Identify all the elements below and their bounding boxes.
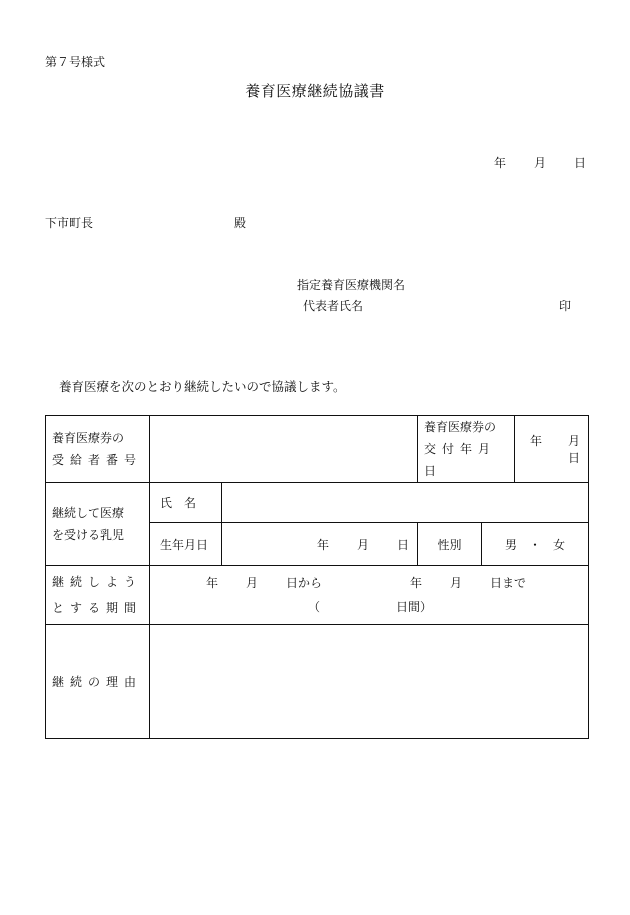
- sex-label: 性別: [418, 523, 482, 566]
- continuation-form-table: [45, 415, 589, 739]
- reason-label: 継続の理由: [46, 625, 150, 739]
- period-from-day: 日から: [286, 576, 323, 590]
- period-from-month: 月: [246, 576, 259, 590]
- institution-label: 指定養育医療機関名: [297, 278, 406, 292]
- date-year: 年: [494, 156, 507, 170]
- name-label: 氏 名: [150, 483, 222, 523]
- recipient-number-field[interactable]: [150, 416, 418, 483]
- document-title: 養育医療継続協議書: [245, 82, 385, 100]
- seal-mark: 印: [559, 299, 572, 313]
- dob-field[interactable]: 年 月 日: [222, 523, 418, 566]
- period-to-year: 年: [410, 576, 423, 590]
- period-to-day: 日まで: [490, 576, 527, 590]
- period-label: 継続しよう とする期間: [46, 566, 150, 625]
- form-number: 第７号様式: [45, 55, 106, 69]
- table-row: [46, 483, 589, 523]
- period-days-open: （: [308, 600, 321, 614]
- dob-label: 生年月日: [150, 523, 222, 566]
- recipient-number-label: 養育医療券の 受給者番号: [46, 416, 150, 483]
- period-field[interactable]: [150, 566, 589, 625]
- intro-statement: 養育医療を次のとおり継続したいので協議します。: [59, 379, 346, 394]
- period-from-year: 年: [206, 576, 219, 590]
- addressee: [45, 214, 247, 231]
- submission-date: [494, 154, 586, 171]
- period-to-month: 月: [450, 576, 463, 590]
- child-name-field[interactable]: [222, 483, 589, 523]
- reason-field[interactable]: [150, 625, 589, 739]
- date-month: 月: [534, 156, 547, 170]
- period-days-close: 日間）: [396, 600, 433, 614]
- addressee-name: 下市町長: [45, 216, 94, 230]
- table-row: [46, 416, 589, 483]
- date-day: 日: [574, 156, 587, 170]
- issue-date-field[interactable]: 年 月日: [529, 434, 581, 465]
- representative-label: 代表者氏名: [303, 299, 364, 313]
- issue-date-label: 養育医療券の 交付年月日: [418, 416, 515, 482]
- child-label: 継続して医療 を受ける乳児: [46, 483, 150, 566]
- table-row: [46, 566, 589, 625]
- table-row: [46, 625, 589, 739]
- sex-choice[interactable]: 男 ・ 女: [482, 523, 589, 566]
- addressee-honorific: 殿: [234, 216, 247, 230]
